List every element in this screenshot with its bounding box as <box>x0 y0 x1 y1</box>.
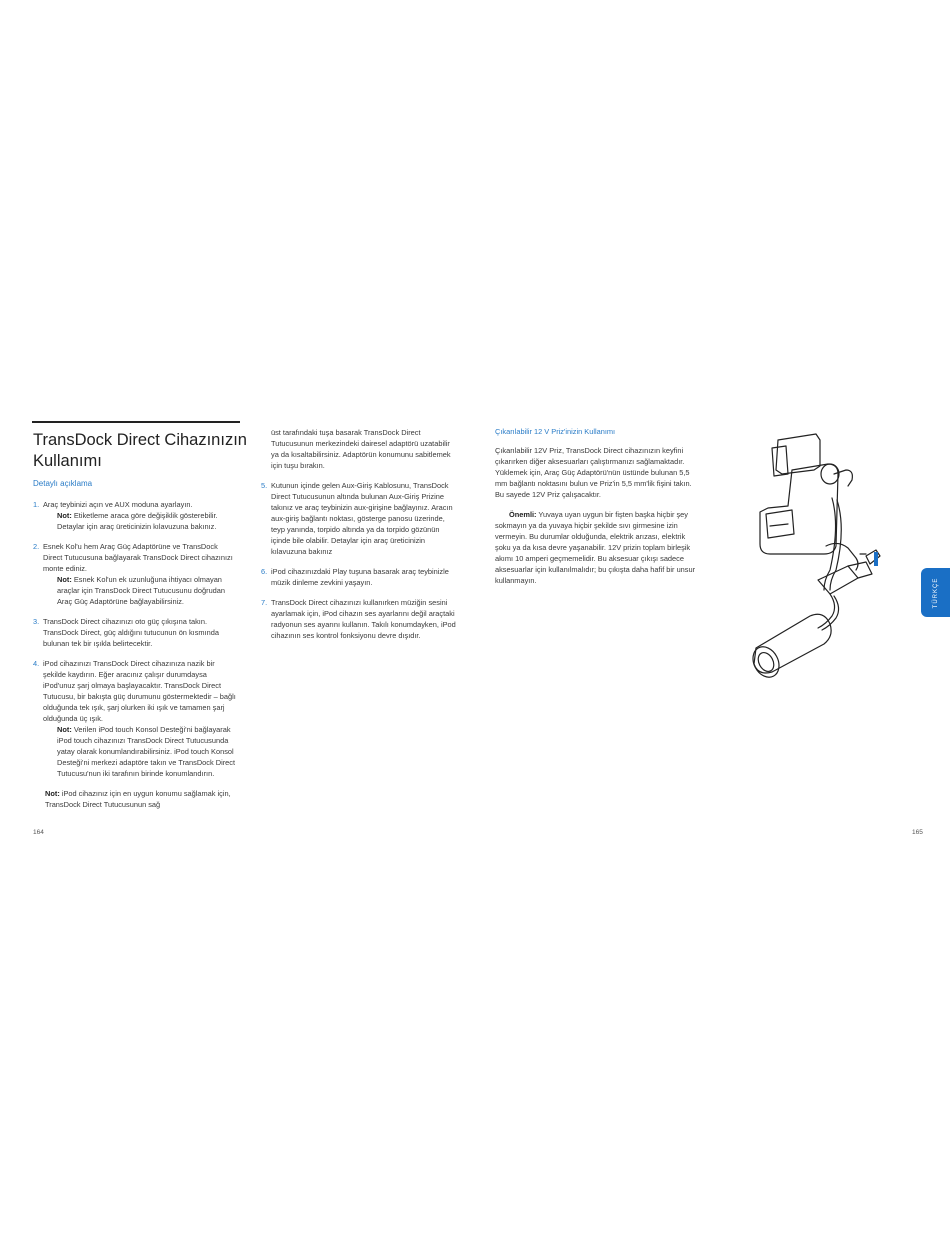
item-text: Kutunun içinde gelen Aux-Giriş Kablosunu, TransDock Direct Tutucusunun altında bulunan Aux-Giriş Prizine takınız ve araç teybinizin aux-girişine bağlayınız. Aracın aux-giriş bağlantı noktası, gösterge panosu üzerinde, teyp yanında, torpido altında ya da torpido gözünün içinde bile olabilir. Detaylar için araç üreticinizin kılavuzuna bakınız <box>271 481 453 556</box>
page-number-left: 164 <box>33 829 44 836</box>
left-column <box>33 499 238 810</box>
important-label: Önemli: <box>509 510 537 519</box>
list-item <box>33 499 238 532</box>
list-item <box>33 616 238 649</box>
holder-top-clamp <box>776 434 820 474</box>
note-label: Not: <box>57 575 72 584</box>
transdock-illustration <box>748 430 910 680</box>
page-title: TransDock Direct Cihazınızın Kullanımı <box>33 431 247 470</box>
item-text: TransDock Direct cihazınızı oto güç çıkışına takın. TransDock Direct, güç aldığını tutucunun ön kısmında bulunan tek bir ışıkla belirtecektir. <box>43 617 219 648</box>
item-number: 5. <box>261 481 268 490</box>
continued-paragraph: üst tarafındaki tuşa basarak TransDock Direct Tutucusunun merkezindeki dairesel adaptörü uzatabilir ya da kısaltabilirsiniz. Adaptörün konumunu sabitlemek için tuşu bırakın. <box>271 428 451 470</box>
item-number: 4. <box>33 659 40 668</box>
list-item <box>261 597 456 641</box>
list-item <box>33 541 238 607</box>
item-text: Esnek Kol'u hem Araç Güç Adaptörüne ve TransDock Direct Tutucusuna bağlayarak TransDock Direct cihazınızı monte ediniz. <box>43 542 233 573</box>
middle-column <box>261 427 456 650</box>
note-label: Not: <box>45 789 60 798</box>
arrow-indicator <box>874 552 878 566</box>
item-number: 1. <box>33 500 40 509</box>
item-note <box>43 724 238 779</box>
item-text: Araç teybinizi açın ve AUX moduna ayarlayın. <box>43 500 193 509</box>
item-number: 7. <box>261 598 268 607</box>
holder-round-adapter <box>821 464 839 484</box>
item-number: 2. <box>33 542 40 551</box>
section-heading: Çıkarılabilir 12 V Priz'inizin Kullanımı <box>495 427 616 436</box>
note-text: Etiketleme araca göre değişiklik gösterebilir. Detaylar için araç üreticinizin kılavuzuna bakınız. <box>57 511 218 531</box>
note-text: iPod cihazınız için en uygun konumu sağlamak için, TransDock Direct Tutucusunun sağ <box>45 789 231 809</box>
paragraph: Çıkarılabilir 12V Priz, TransDock Direct cihazınızın keyfini çıkarırken diğer aksesuarları çalıştırmanızı sağlamaktadır. Yüklemek için, Araç Güç Adaptörü'nün üstünde bulunan 5,5 mm bağlantı noktasını bulun ve Priz'in 5,5 mm'lik fişini takın. Bu sayede 12V Priz çalışacaktır. <box>495 446 692 499</box>
note-text: Esnek Kol'un ek uzunluğuna ihtiyacı olmayan araçlar için TransDock Direct Tutucusunu doğrudan Araç Güç Adaptörüne bağlayabilirsiniz. <box>57 575 226 606</box>
important-text: Yuvaya uyan uygun bir fişten başka hiçbir şey sokmayın ya da yuvaya hiçbir şekilde sıvı girmesine izin vermeyin. Bu durumlar olduğunda, elektrik arızası, elektrik şoku ya da kısa devre yaşanabilir. 12V prizin toplam birleşik akımı 10 amperi geçmemelidir. Bu aksesuar çıkışı sadece aksesuarlar için kullanılmalıdır; bu çıkışta daha hafif bir unsur kullanmayın. <box>495 510 696 585</box>
important-paragraph <box>495 509 700 586</box>
list-item <box>261 566 456 588</box>
item-text: iPod cihazınızı TransDock Direct cihazınıza nazik bir şekilde kaydırın. Eğer aracınız çalışır durumdaysa iPod'unuz şarj olmaya başlayacaktır. TransDock Direct Tutucusu, bir bakışta güç durumunu göstermektedir – bağlı olduğunda tek ışık, şarj olurken iki ışık ve tamamen şarj olduğunda üç ışık. <box>43 659 236 723</box>
bottom-note <box>33 788 238 810</box>
list-item <box>33 658 238 779</box>
item-text: iPod cihazınızdaki Play tuşuna basarak araç teybinizle müzik dinleme zevkini yaşayın. <box>271 567 449 587</box>
holder-body <box>760 464 838 554</box>
list-item <box>261 480 456 557</box>
12v-socket <box>754 614 831 673</box>
item-text: TransDock Direct cihazınızı kullanırken müziğin sesini ayarlamak için, iPod cihazın ses ayarlarını değil araçtaki radyonun ses ayarını kullanın. Takılı konumdayken, iPod cihazının ses kontrol fonksiyonu devre dışıdır. <box>271 598 456 640</box>
title-rule <box>32 421 240 423</box>
language-tab <box>921 568 950 617</box>
note-label: Not: <box>57 725 72 734</box>
item-note <box>43 574 238 607</box>
right-column <box>495 445 700 586</box>
note-text: Verilen iPod touch Konsol Desteği'ni bağlayarak iPod touch cihazınızı TransDock Direct Tutucusunda yatay olarak konumlandırabilirsiniz. iPod touch Konsol Desteği'ni merkezi adaptöre takın ve TransDock Direct Tutucusu'nun iki tarafının birinde konumlandırın. <box>57 725 236 778</box>
tab-label: TÜRKÇE <box>932 577 939 608</box>
holder-side-grip <box>772 446 788 476</box>
item-number: 6. <box>261 567 268 576</box>
section-subhead: Detaylı açıklama <box>33 479 93 488</box>
holder-cradle-slot <box>766 510 794 538</box>
item-note <box>43 510 238 532</box>
item-number: 3. <box>33 617 40 626</box>
page-number-right: 165 <box>912 829 923 836</box>
note-label: Not: <box>57 511 72 520</box>
